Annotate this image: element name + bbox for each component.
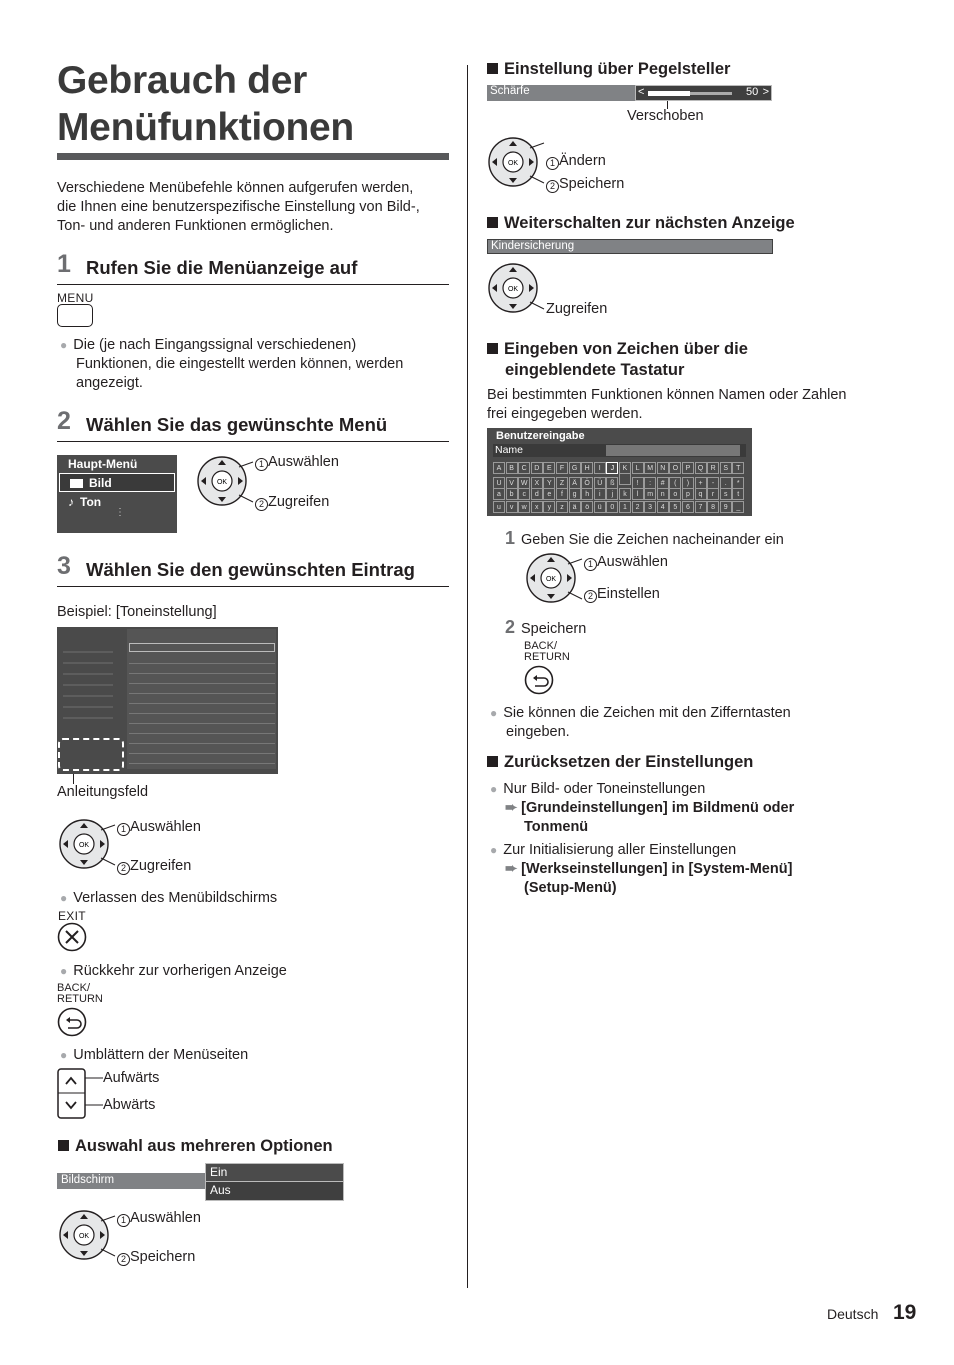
- option-ein[interactable]: Ein: [206, 1164, 343, 1182]
- note-text: Umblättern der Menüseiten: [73, 1047, 249, 1063]
- keyboard-key[interactable]: a: [493, 488, 505, 500]
- keyboard-key[interactable]: O: [669, 462, 681, 474]
- bullet-text: Nur Bild- oder Toneinstellungen: [503, 781, 706, 797]
- exit-note: [60, 889, 277, 908]
- keyboard-key[interactable]: x: [531, 501, 543, 513]
- char-intro: [487, 386, 846, 424]
- circled-number: 2: [584, 590, 597, 603]
- dpad-ok-icon: [486, 136, 546, 191]
- bullet-icon: ●: [60, 964, 68, 978]
- keyboard-key[interactable]: 4: [657, 501, 669, 513]
- keyboard-key[interactable]: D: [531, 462, 543, 474]
- name-label: Name: [495, 444, 524, 456]
- bullet-icon: ●: [60, 1048, 68, 1062]
- keyboard-key[interactable]: h: [581, 488, 593, 500]
- menu-item-label: Bild: [89, 476, 112, 490]
- reset-bullet-1: [490, 780, 705, 799]
- keyboard-row: [493, 460, 752, 473]
- schaerfe-item[interactable]: Schärfe: [487, 85, 635, 101]
- keyboard-key[interactable]: o: [669, 488, 681, 500]
- page-number: 19: [893, 1301, 917, 1324]
- name-field[interactable]: [493, 444, 746, 457]
- main-menu-title: Haupt-Menü: [68, 457, 138, 471]
- keyboard-key[interactable]: f: [556, 488, 568, 500]
- square-bullet-icon: [58, 1140, 69, 1151]
- keyboard-key[interactable]: M: [644, 462, 656, 474]
- keyboard-key[interactable]: A: [493, 462, 505, 474]
- keyboard-key[interactable]: H: [581, 462, 593, 474]
- page-title: [57, 57, 354, 151]
- keyboard-key[interactable]: y: [543, 501, 555, 513]
- keyboard-key[interactable]: #: [657, 477, 669, 489]
- keyboard-key[interactable]: v: [506, 501, 518, 513]
- keyboard-key[interactable]: 3: [644, 501, 656, 513]
- dpad-ok-icon: [195, 455, 255, 510]
- heading-text: Eingeben von Zeichen über die: [504, 340, 748, 358]
- label-text: Einstellen: [597, 586, 660, 602]
- keyboard-key[interactable]: Y: [543, 477, 555, 489]
- keyboard-key[interactable]: R: [707, 462, 719, 474]
- keyboard-key[interactable]: L: [632, 462, 644, 474]
- label-text: Ändern: [559, 153, 606, 169]
- keyboard-key[interactable]: V: [506, 477, 518, 489]
- keyboard-key[interactable]: r: [707, 488, 719, 500]
- label-text: Auswählen: [130, 1210, 201, 1226]
- keyboard-key[interactable]: (: [669, 477, 681, 489]
- menu-item-label: Ton: [80, 495, 102, 509]
- selected-row: [129, 643, 275, 652]
- svg-text:OK: OK: [78, 1233, 90, 1240]
- circled-number: 1: [584, 558, 597, 571]
- arrow-right-icon: ➨: [505, 861, 518, 877]
- select-label: [117, 1209, 201, 1228]
- circled-number: 2: [117, 862, 130, 875]
- divider: [57, 441, 449, 442]
- step1-note: [60, 336, 455, 393]
- keyboard-key[interactable]: 0: [606, 501, 618, 513]
- step-number: 2: [57, 407, 71, 435]
- keyboard-key[interactable]: .: [720, 477, 732, 489]
- note-text: Rückkehr zur vorherigen Anzeige: [73, 963, 287, 979]
- name-input-bar: [606, 445, 740, 456]
- circled-number: 2: [546, 180, 559, 193]
- reset-bullet-2: [490, 841, 736, 860]
- keyboard-key[interactable]: +: [695, 477, 707, 489]
- keyboard-key[interactable]: E: [543, 462, 555, 474]
- label-text: Auswählen: [268, 454, 339, 470]
- title-underline: [57, 153, 449, 160]
- slider-fill: [648, 91, 690, 96]
- bullet-icon: ●: [490, 706, 498, 720]
- reset-ref-2: [505, 860, 792, 898]
- bullet-icon: ●: [60, 338, 68, 352]
- keyboard-key[interactable]: q: [695, 488, 707, 500]
- next-screen-heading: [487, 214, 795, 233]
- circled-number: 2: [117, 1253, 130, 1266]
- intro-line: Verschiedene Menübefehle können aufgerufen werden,: [57, 180, 414, 196]
- step-heading: Wählen Sie das gewünschte Menü: [86, 414, 388, 435]
- select-label: [255, 453, 339, 472]
- back-key-icon: [57, 1007, 89, 1039]
- ref-text: [Werkseinstellungen] in [System-Menü]: [521, 861, 793, 877]
- step-number: 1: [57, 250, 71, 278]
- page-title-line2: Menüfunktionen: [57, 106, 354, 149]
- note-line: Funktionen, die eingestellt werden können, werden: [76, 356, 404, 372]
- note-line: eingeben.: [506, 724, 570, 740]
- menu-key-label: MENU: [57, 291, 94, 305]
- page-title-line1: Gebrauch der: [57, 59, 307, 102]
- moved-label: Verschoben: [627, 108, 704, 124]
- keyboard-key[interactable]: 2: [632, 501, 644, 513]
- heading-text: eingeblendete Tastatur: [505, 361, 685, 379]
- page-note: [60, 1046, 248, 1065]
- keyboard-row: [493, 499, 752, 512]
- column-divider: [467, 65, 468, 1288]
- dpad-ok-icon: [486, 262, 546, 317]
- step-heading: Rufen Sie die Menüanzeige auf: [86, 257, 358, 278]
- keyboard-key[interactable]: _: [732, 501, 744, 513]
- keyboard-key[interactable]: C: [518, 462, 530, 474]
- divider: [57, 284, 449, 285]
- footer-language: Deutsch: [827, 1306, 879, 1322]
- ref-text: [Grundeinstellungen] im Bildmenü oder: [521, 800, 795, 816]
- heading-text: Weiterschalten zur nächsten Anzeige: [504, 214, 795, 232]
- square-bullet-icon: [487, 343, 498, 354]
- back-key-icon: [524, 665, 556, 697]
- step-heading: Wählen Sie den gewünschten Eintrag: [86, 559, 415, 580]
- slider-control[interactable]: [635, 85, 772, 101]
- bullet-text: Zur Initialisierung aller Einstellungen: [503, 842, 737, 858]
- keyboard-key[interactable]: c: [518, 488, 530, 500]
- keyboard-key[interactable]: 9: [720, 501, 732, 513]
- intro-line: frei eingegeben werden.: [487, 406, 643, 422]
- circled-number: 2: [255, 498, 268, 511]
- svg-text:OK: OK: [216, 479, 228, 486]
- intro-line: Ton- und anderen Funktionen ermöglichen.: [57, 218, 334, 234]
- slider-value: 50: [746, 86, 759, 98]
- heading-text: Zurücksetzen der Einstellungen: [504, 753, 754, 771]
- square-bullet-icon: [487, 217, 498, 228]
- keyboard-key[interactable]: n: [657, 488, 669, 500]
- main-menu-screen: [57, 455, 177, 533]
- keyboard-key[interactable]: e: [543, 488, 555, 500]
- arrow-left-icon: <: [638, 86, 645, 98]
- ref-text: Tonmenü: [524, 819, 589, 835]
- picture-icon: [70, 479, 83, 488]
- up-label: Aufwärts: [103, 1070, 160, 1086]
- keyboard-key[interactable]: ü: [594, 501, 606, 513]
- dpad-ok-icon: [524, 552, 584, 607]
- keyboard-key[interactable]: K: [619, 462, 631, 474]
- keyboard-key[interactable]: J: [606, 462, 618, 474]
- keyboard-key[interactable]: [619, 473, 631, 485]
- keyboard-key[interactable]: S: [720, 462, 732, 474]
- keyboard-key[interactable]: m: [644, 488, 656, 500]
- keyboard-row: [493, 473, 752, 486]
- label-text: Zugreifen: [130, 858, 192, 874]
- store-label: [546, 175, 624, 194]
- note-text: Verlassen des Menübildschirms: [73, 890, 278, 906]
- exit-key-label: EXIT: [58, 909, 86, 923]
- bullet-icon: ●: [490, 843, 498, 857]
- arrow-right-icon: >: [762, 86, 769, 98]
- keyboard-key[interactable]: s: [720, 488, 732, 500]
- intro-line: die Ihnen eine benutzerspezifische Einstellung von Bild-,: [57, 199, 420, 215]
- square-bullet-icon: [487, 756, 498, 767]
- circled-number: 1: [117, 1214, 130, 1227]
- label-text: Speichern: [130, 1249, 196, 1265]
- label-line: BACK/: [57, 982, 91, 994]
- keyboard-key[interactable]: T: [732, 462, 744, 474]
- keyboard-key[interactable]: I: [594, 462, 606, 474]
- label-line: RETURN: [524, 651, 570, 663]
- store-label: [117, 1248, 195, 1267]
- label-line: BACK/: [524, 640, 558, 652]
- keyboard-key[interactable]: X: [531, 477, 543, 489]
- options-popup: [205, 1163, 344, 1201]
- keyboard-key[interactable]: 1: [619, 501, 631, 513]
- ref-text: (Setup-Menü): [524, 880, 617, 896]
- circled-number: 1: [117, 823, 130, 836]
- keyboard-key[interactable]: ä: [569, 501, 581, 513]
- keyboard-key[interactable]: d: [531, 488, 543, 500]
- example-label: Beispiel: [Toneinstellung]: [57, 604, 217, 620]
- label-line: RETURN: [57, 993, 103, 1005]
- svg-text:OK: OK: [545, 576, 557, 583]
- kindersicherung-item[interactable]: Kindersicherung: [487, 239, 773, 254]
- label-text: Speichern: [559, 176, 625, 192]
- select-label: [117, 818, 201, 837]
- slider-heading: [487, 60, 730, 79]
- arrow-right-icon: ➨: [505, 800, 518, 816]
- keyboard-key[interactable]: N: [657, 462, 669, 474]
- keyboard-row: [493, 486, 752, 499]
- keyboard-key[interactable]: 6: [682, 501, 694, 513]
- substep-number: 1: [505, 528, 516, 548]
- keyboard-key[interactable]: j: [606, 488, 618, 500]
- keyboard-key[interactable]: t: [732, 488, 744, 500]
- reset-ref-1: [505, 799, 794, 837]
- keyboard-key[interactable]: :: [644, 477, 656, 489]
- label-text: Auswählen: [597, 554, 668, 570]
- bullet-icon: ●: [60, 891, 68, 905]
- keyboard-key[interactable]: w: [518, 501, 530, 513]
- keyboard-key[interactable]: G: [569, 462, 581, 474]
- circled-number: 1: [255, 458, 268, 471]
- keyboard-key[interactable]: 8: [707, 501, 719, 513]
- keyboard-key[interactable]: B: [506, 462, 518, 474]
- access-label: Zugreifen: [546, 301, 608, 317]
- slider-track: [648, 92, 732, 95]
- keyboard-key[interactable]: i: [594, 488, 606, 500]
- reset-heading: [487, 753, 753, 772]
- access-label: [117, 857, 191, 876]
- more-dots: ⋮: [115, 507, 125, 518]
- square-bullet-icon: [487, 63, 498, 74]
- keyboard-key[interactable]: Ö: [581, 477, 593, 489]
- svg-text:OK: OK: [78, 842, 90, 849]
- down-label: Abwärts: [103, 1097, 156, 1113]
- menu-list: [63, 642, 113, 722]
- user-input-screen: [487, 428, 752, 516]
- music-note-icon: ♪: [68, 495, 74, 509]
- keyboard-key[interactable]: b: [506, 488, 518, 500]
- sound-menu-screenshot: [57, 627, 278, 774]
- back-note: [60, 962, 287, 981]
- keyboard-key[interactable]: ö: [581, 501, 593, 513]
- keyboard-key[interactable]: *: [732, 477, 744, 489]
- label-text: Auswählen: [130, 819, 201, 835]
- access-label: [255, 493, 329, 512]
- intro-line: Bei bestimmten Funktionen können Namen oder Zahlen: [487, 387, 847, 403]
- svg-text:OK: OK: [507, 160, 519, 167]
- keyboard-key[interactable]: Ä: [569, 477, 581, 489]
- keyboard-key[interactable]: F: [556, 462, 568, 474]
- heading-text: Einstellung über Pegelsteller: [504, 60, 731, 78]
- note-line: Sie können die Zeichen mit den Zifferntasten: [503, 705, 791, 721]
- substep-text: Geben Sie die Zeichen nacheinander ein: [521, 532, 784, 548]
- label-text: Zugreifen: [268, 494, 330, 510]
- char-note: [490, 704, 791, 742]
- substep-text: Speichern: [521, 621, 587, 637]
- keyboard-key[interactable]: Q: [695, 462, 707, 474]
- on-screen-keyboard: [487, 457, 752, 512]
- bildschirm-item[interactable]: Bildschirm: [57, 1173, 205, 1189]
- keyboard-key[interactable]: ß: [606, 477, 618, 489]
- svg-text:OK: OK: [507, 286, 519, 293]
- keyboard-key[interactable]: p: [682, 488, 694, 500]
- divider: [57, 586, 449, 587]
- keyboard-key[interactable]: U: [493, 477, 505, 489]
- keyboard-key[interactable]: k: [619, 488, 631, 500]
- multi-options-heading: [58, 1137, 333, 1156]
- dpad-ok-icon: [57, 1209, 117, 1264]
- keyboard-key[interactable]: l: [632, 488, 644, 500]
- back-key-label: [57, 983, 103, 1005]
- intro-text: [57, 179, 457, 236]
- guide-box: [58, 738, 124, 771]
- channel-up-down-icon: [57, 1068, 107, 1120]
- select-label: [584, 553, 668, 572]
- dpad-ok-icon: [57, 818, 117, 873]
- menu-item-bild[interactable]: [59, 473, 175, 492]
- note-line: angezeigt.: [76, 375, 143, 391]
- step-number: 3: [57, 552, 71, 580]
- keyboard-key[interactable]: -: [707, 477, 719, 489]
- set-label: [584, 585, 660, 604]
- keyboard-key[interactable]: Z: [556, 477, 568, 489]
- guide-label: Anleitungsfeld: [57, 784, 149, 800]
- keyboard-key[interactable]: g: [569, 488, 581, 500]
- substep-number: 2: [505, 617, 516, 637]
- keyboard-key[interactable]: z: [556, 501, 568, 513]
- change-label: [546, 152, 606, 171]
- circled-number: 1: [546, 157, 559, 170]
- setting-rows: [129, 654, 275, 764]
- bullet-icon: ●: [490, 782, 498, 796]
- keyboard-key[interactable]: 5: [669, 501, 681, 513]
- keyboard-key[interactable]: W: [518, 477, 530, 489]
- char-entry-heading: [487, 339, 748, 381]
- heading-text: Auswahl aus mehreren Optionen: [75, 1137, 333, 1155]
- option-aus[interactable]: Aus: [210, 1183, 231, 1197]
- keyboard-key[interactable]: 7: [695, 501, 707, 513]
- back-key-label: [524, 641, 570, 663]
- keyboard-key[interactable]: !: [632, 477, 644, 489]
- exit-key-icon: [57, 922, 89, 954]
- note-line: Die (je nach Eingangssignal verschiedenen): [73, 337, 357, 353]
- keyboard-key[interactable]: P: [682, 462, 694, 474]
- keyboard-key[interactable]: ): [682, 477, 694, 489]
- user-input-title: Benutzereingabe: [496, 430, 585, 442]
- keyboard-key[interactable]: Ü: [594, 477, 606, 489]
- menu-key-icon: [57, 304, 93, 327]
- keyboard-key[interactable]: u: [493, 501, 505, 513]
